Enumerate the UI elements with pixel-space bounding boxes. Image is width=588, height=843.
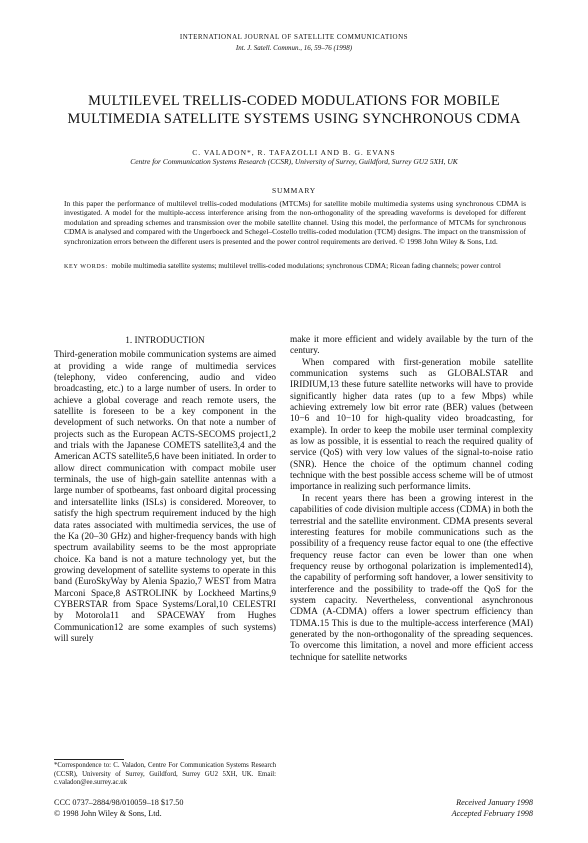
keywords-label: KEY WORDS: [64,264,108,270]
right-column [290,335,533,664]
publication-info [54,797,183,819]
keywords [64,262,526,272]
received-date: Received January 1998 [456,798,533,807]
paper-authors: C. VALADON*, R. TAFAZOLLI AND B. G. EVANS [192,148,396,157]
journal-name: INTERNATIONAL JOURNAL OF SATELLITE COMMUNICATIONS [179,33,409,41]
summary-heading: SUMMARY [272,186,316,195]
intro-paragraph-2: When compared with first-generation mobile satellite communication systems such as GLOBALSTAR and IRIDIUM,13 these future satellite networks will have to provide significantly higher data rates (up to a few Mbps) while achieving extremely low bit error rate (BER) values (between 10−6 and 10−10 for high-quality video broadcasting, for example). In order to keep the mobile user terminal complexity as low as possible, it is essential to reach the required quality of service (QoS) with very low values of the signal-to-noise ratio (SNR). Hence the choice of the optimum channel coding technique with the best possible access scheme will be of utmost importance in realizing such performance limits. [290,357,533,493]
footnote-rule [54,759,124,760]
ccc-code: CCC 0737–2884/98/010059–18 $17.50 [54,798,184,807]
copyright-line: © 1998 John Wiley & Sons, Ltd. [54,809,162,818]
accepted-date: Accepted February 1998 [451,809,533,818]
author-affiliation: Centre for Communication Systems Research (CCSR), University of Surrey, Guildford, Surrey GU2 5XH, UK [130,157,458,166]
correspondence-footnote: *Correspondence to: C. Valadon, Centre For Communication Systems Research (CCSR), University of Surrey, Guildford, Surrey GU2 5XH, UK. Email: c.valadon@ee.surrey.ac.uk [54,762,276,787]
keywords-list: mobile multimedia satellite systems; multilevel trellis-coded modulations; synchronous CDMA; Ricean fading channels; power control [111,262,501,270]
paper-title: MULTILEVEL TRELLIS-CODED MODULATIONS FOR MOBILE MULTIMEDIA SATELLITE SYSTEMS USING SYNCHRONOUS CDMA [67,93,521,127]
left-column [54,336,276,645]
intro-paragraph-1: Third-generation mobile communication systems are aimed at providing a wide range of multimedia services (telephony, video conferencing, audio and video broadcasting, etc.) to a large number of users. In order to achieve a global coverage and reach remote users, the satellite is foreseen to be a key component in the development of such networks. On that note a number of projects such as the European ACTS-SECOMS project1,2 and trials with the Japanese COMETS satellite3,4 and the American ACTS satellite5,6 have been initiated. In order to allow direct communication with compact mobile user terminals, the use of high-gain satellite antennas with a large number of spotbeams, fast onboard digital processing and intersatellite links (ISLs) is considered. Moreover, to satisfy the high spectrum requirement induced by the high data rates associated with multimedia services, the use of the Ka (20–30 GHz) and higher-frequency bands with high spectrum availability seems to be the most appropriate choice. Ka band is not a mature technology yet, but the growing development of satellite systems to operate in this band (EuroSkyWay by Alenia Spazio,7 WEST from Matra Marconi Space,8 ASTROLINK by Lockheed Martins,9 CYBERSTAR from Space Systems/Loral,10 CELESTRI by Motorola11 and SPACEWAY from Hughes Communication12 are some examples of such systems) will surely [54,350,276,644]
section-heading-introduction: 1. INTRODUCTION [125,336,205,346]
abstract-text: In this paper the performance of multilevel trellis-coded modulations (MTCMs) for satellite mobile multimedia systems using synchronous CDMA is investigated. A model for the multiple-access interference arising from the non-orthogonality of the spreading waveforms is developed for different modulation and spreading schemes and transmission over the mobile satellite channel. Using this model, the performance of MTCMs for synchronous CDMA is analysed and compared with the Ungerboeck and Schegel–Costello trellis-coded modulation (TCM) designs. The impact on the transmission of synchronization errors between the different users is presented and the power control requirements are derived. © 1998 John Wiley & Sons, Ltd. [64,199,526,246]
intro-paragraph-3: In recent years there has been a growing interest in the capabilities of code division multiple access (CDMA) in both the terrestrial and the satellite environment. CDMA presents several interesting features for mobile communications such as the possibility of a frequency reuse factor equal to one (the effective frequency reuse factor can even be lower than one when frequency reuse by orthogonal polarization is implemented14), the capability of performing soft handover, a lower sensitivity to interference and the possibility to trade-off the QoS for the system capacity. Nevertheless, conventional asynchronous CDMA (A-CDMA) offers a lower spectrum efficiency than TDMA.15 This is due to the multiple-access interference (MAI) generated by the non-orthogonality of the spreading sequences. To overcome this limitation, a novel and more efficient access technique for satellite networks [290,493,533,663]
journal-citation: Int. J. Satell. Commun., 16, 59–76 (1998) [235,44,353,52]
submission-dates [330,797,533,819]
intro-paragraph-1-continued: make it more efficient and widely available by the turn of the century. [290,335,533,357]
